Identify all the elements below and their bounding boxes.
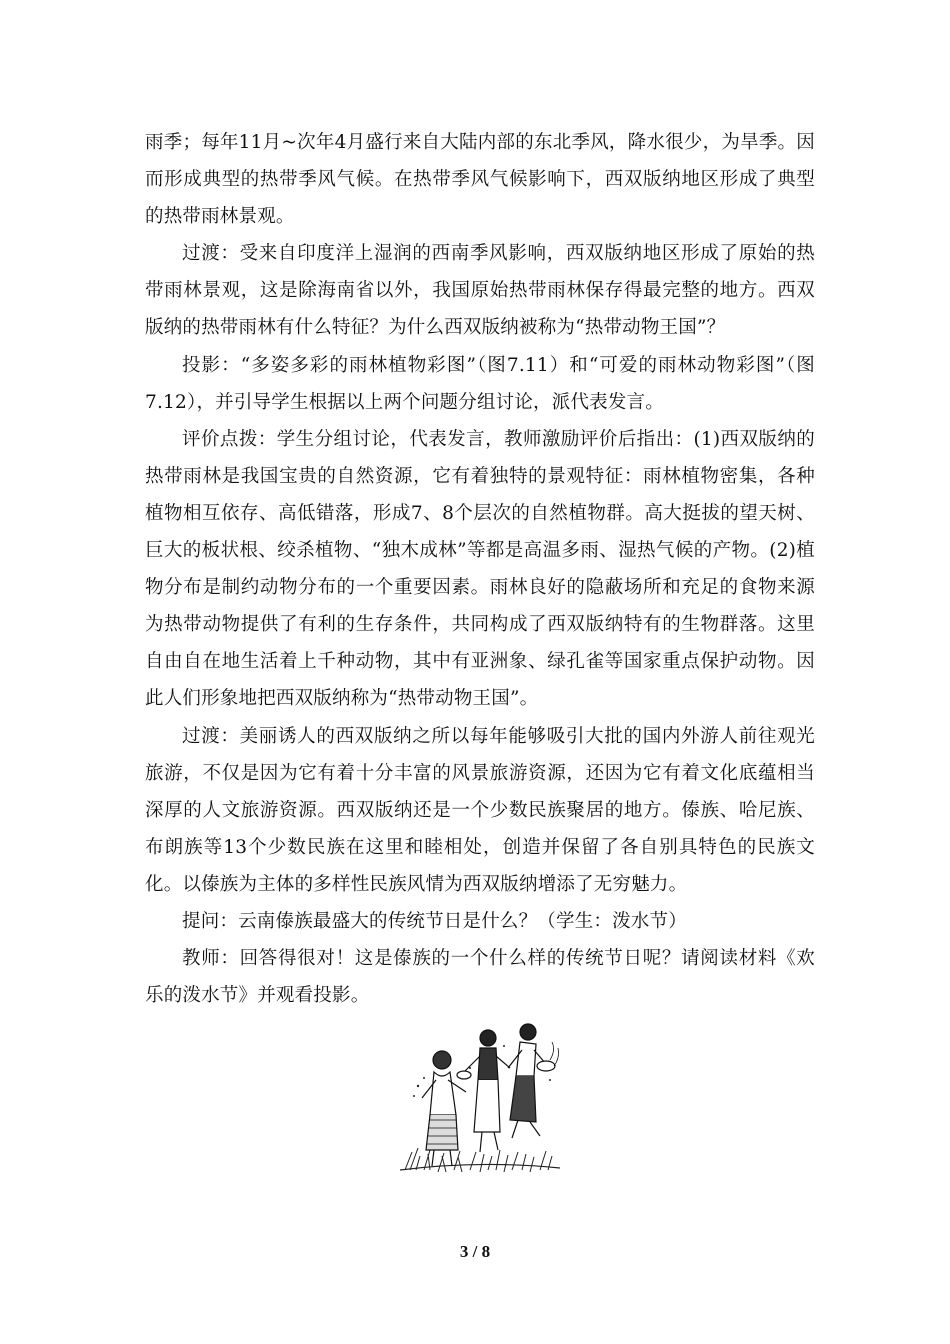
paragraph: 雨季；每年11月~次年4月盛行来自大陆内部的东北季风，降水很少，为旱季。因而形成典型的热带季风气候。在热带季风气候影响下，西双版纳地区形成了典型的热带雨林景观。 <box>145 132 815 228</box>
paragraph: 教师：回答得很对！这是傣族的一个什么样的传统节日呢？请阅读材料《欢乐的泼水节》并观看投影。 <box>145 948 815 1007</box>
paragraph: 过渡：美丽诱人的西双版纳之所以每年能够吸引大批的国内外游人前往观光旅游，不仅是因为它有着十分丰富的风景旅游资源，还因为它有着文化底蕴相当深厚的人文旅游资源。西双版纳还是一个少数民族聚居的地方。傣族、哈尼族、布朗族等13个少数民族在这里和睦相处，创造并保留了各自别具特色的民族文化。以傣族为主体的多样性民族风情为西双版纳增添了无穷魅力。 <box>145 725 815 895</box>
paragraph: 评价点拨：学生分组讨论，代表发言，教师激励评价后指出：(1)西双版纳的热带雨林是我国宝贵的自然资源，它有着独特的景观特征：雨林植物密集，各种植物相互依存、高低错落，形成7、8个层次的自然植物群。高大挺拔的望天树、巨大的板状根、绞杀植物、“独木成林”等都是高温多雨、湿热气候的产物。(2)植物分布是制约动物分布的一个重要因素。雨林良好的隐蔽场所和充足的食物来源为热带动物提供了有利的生存条件，共同构成了西双版纳特有的生物群落。这里自由自在地生活着上千种动物，其中有亚洲象、绿孔雀等国家重点保护动物。因此人们形象地把西双版纳称为“热带动物王国”。 <box>145 428 815 710</box>
paragraph: 投影：“多姿多彩的雨林植物彩图”（图7.11）和“可爱的雨林动物彩图”（图7.12），并引导学生根据以上两个问题分组讨论，派代表发言。 <box>145 354 815 413</box>
page-number: 3 / 8 <box>459 1242 491 1261</box>
paragraph: 过渡：受来自印度洋上湿润的西南季风影响，西双版纳地区形成了原始的热带雨林景观，这是除海南省以外，我国原始热带雨林保存得最完整的地方。西双版纳的热带雨林有什么特征？为什么西双版纳被称为“热带动物王国”？ <box>145 243 815 339</box>
water-splashing-festival-illustration <box>400 1020 560 1175</box>
paragraph: 提问：云南傣族最盛大的传统节日是什么？（学生：泼水节） <box>182 910 687 932</box>
body-text <box>145 124 815 1014</box>
